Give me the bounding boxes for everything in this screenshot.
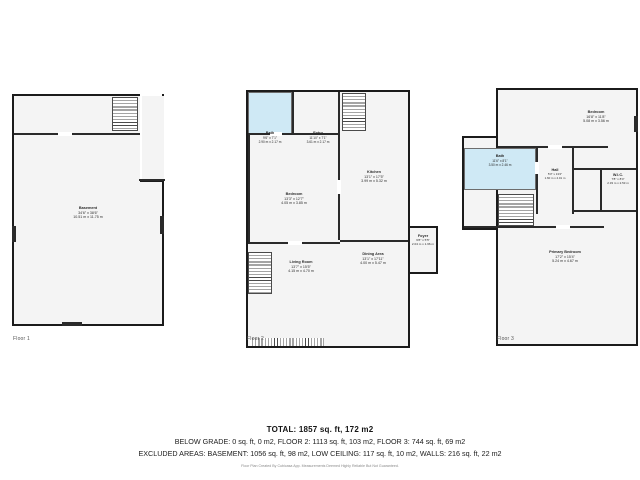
floor-2-door-gap-bedroom <box>288 241 302 245</box>
room-dim-metric: 5.24 m x 4.67 m <box>552 259 578 264</box>
room-dim-imperial: 13'3" x 12'7" <box>284 196 304 201</box>
floor-1-stairs <box>112 97 138 131</box>
summary-footer <box>0 425 640 468</box>
room-name: Bath <box>495 154 505 158</box>
floor-2-label: Floor 2 <box>247 336 264 342</box>
room-dim-metric: 2.04 m x 1.66 m <box>411 241 435 246</box>
floor-2-stairs-upper <box>342 93 366 131</box>
room-dim-metric: 3.61 m x 2.17 m <box>306 139 330 144</box>
room-label-bedroom-floor-3 <box>560 110 632 124</box>
room-dim-metric: 3.99 m x 5.32 m <box>361 179 387 184</box>
floor-3-wall-wic-bottom <box>574 210 636 212</box>
room-dim-imperial: 6'8" x 5'5" <box>416 237 430 242</box>
room-label-wic <box>596 173 640 186</box>
room-dim-imperial: 13'1" x 17'5" <box>364 174 384 179</box>
floor-2-panel <box>230 30 460 350</box>
floor-1-notch-fill <box>142 96 164 180</box>
room-name: Bath <box>265 131 275 135</box>
room-label-hall <box>538 168 572 180</box>
room-dim-imperial: 17'2" x 15'4" <box>555 254 575 259</box>
room-label-entry <box>294 131 342 144</box>
room-label-living-room <box>266 260 336 274</box>
room-name: Dining Area <box>362 252 384 256</box>
room-dim-imperial: 7'8" x 8'4" <box>611 176 625 181</box>
room-dim-imperial: 13'7" x 15'5" <box>291 264 311 269</box>
room-label-bedroom-floor-2 <box>258 192 330 206</box>
floor-2-wall-entry-right <box>338 92 340 136</box>
room-label-basement <box>48 206 128 220</box>
room-dim-imperial: 13'1" x 17'11" <box>362 256 384 261</box>
room-dim-metric: 10.51 m x 11.75 m <box>73 215 103 220</box>
room-name: Kitchen <box>367 170 381 174</box>
floor-3-wall-stub-right <box>634 116 638 132</box>
room-dim-metric: 2.90 m x 2.17 m <box>258 139 282 144</box>
room-dim-imperial: 9'6" x 7'1" <box>263 135 277 140</box>
floor-2-wall-bath-entry <box>292 92 294 134</box>
room-name: Entry <box>313 131 323 135</box>
room-label-primary-bedroom <box>522 250 608 264</box>
room-name: Bedroom <box>587 110 605 114</box>
room-dim-metric: 5.08 m x 3.56 m <box>583 119 609 124</box>
floor-3-door-gap-primary <box>556 225 570 229</box>
room-label-foyer <box>396 234 450 247</box>
floor-1-wall-stub-left <box>12 226 16 242</box>
room-label-bath-floor-2 <box>238 131 302 144</box>
room-dim-imperial: 16'8" x 11'8" <box>586 114 606 119</box>
room-dim-metric: 1.60 m x 4.01 m <box>544 175 566 180</box>
floor-3-door-gap-bedroom <box>548 145 562 149</box>
room-dim-metric: 3.50 m x 2.46 m <box>488 162 512 167</box>
room-label-bath-floor-3 <box>468 154 532 167</box>
room-label-kitchen <box>340 170 408 184</box>
room-name: Foyer <box>417 234 429 238</box>
floor-1-wall-stub-right <box>160 216 164 234</box>
room-label-dining-area <box>338 252 408 266</box>
room-dim-metric: 4.05 m x 3.85 m <box>281 201 307 206</box>
floor-2-wall-left <box>248 134 250 244</box>
floor-3-label: Floor 3 <box>497 336 514 342</box>
room-dim-imperial: 11'6" x 8'1" <box>492 158 508 163</box>
room-name: Basement <box>78 206 98 210</box>
room-name: Bedroom <box>285 192 303 196</box>
floor-1-door-gap <box>58 132 72 136</box>
bath-room-floor-2 <box>248 92 292 134</box>
room-name: Hall <box>551 168 559 172</box>
room-dim-imperial: 5'3" x 13'2" <box>547 171 563 176</box>
room-name: W.I.C. <box>612 173 624 177</box>
floor-3-wall-primary-top <box>464 226 604 228</box>
floor-3-wall-hall-right <box>572 148 574 214</box>
floor-1-panel <box>0 30 230 350</box>
floor-1-wall-stub-bottom <box>62 322 82 326</box>
room-dim-metric: 4.00 m x 5.47 m <box>360 261 386 266</box>
floor-3-panel <box>460 30 640 350</box>
credit-text: Floor Plan Created By Cubicasa App. Measurements Deemed Highly Reliable But Not Guaranteed. <box>241 464 399 468</box>
floor-1-label: Floor 1 <box>13 336 30 342</box>
room-name: Living Room <box>289 260 313 264</box>
room-name: Primary Bedroom <box>549 250 581 254</box>
floor-1-interior-wall-top <box>14 133 140 135</box>
area-breakdown-text: BELOW GRADE: 0 sq. ft, 0 m2, FLOOR 2: 1113 sq. ft, 103 m2, FLOOR 3: 744 sq. ft, 69 m2 <box>174 437 466 446</box>
total-area-text: TOTAL: 1857 sq. ft, 172 m2 <box>266 425 374 434</box>
room-dim-metric: 4.15 m x 4.70 m <box>288 269 314 274</box>
room-dim-imperial: 34'6" x 38'6" <box>78 210 98 215</box>
floor-3-wall-wic-top <box>574 168 636 170</box>
room-dim-metric: 2.33 m x 2.53 m <box>607 180 629 185</box>
floor-1-notch-wall <box>139 179 165 181</box>
excluded-areas-text: EXCLUDED AREAS: BASEMENT: 1056 sq. ft, 98 m2, LOW CEILING: 117 sq. ft, 10 m2, WALLS: 216 sq. ft, 22 m2 <box>138 449 502 458</box>
room-dim-imperial: 11'10" x 7'1" <box>309 135 327 140</box>
floor-3-wall-hall-left <box>536 148 538 214</box>
floor-3-stairs <box>498 194 534 226</box>
